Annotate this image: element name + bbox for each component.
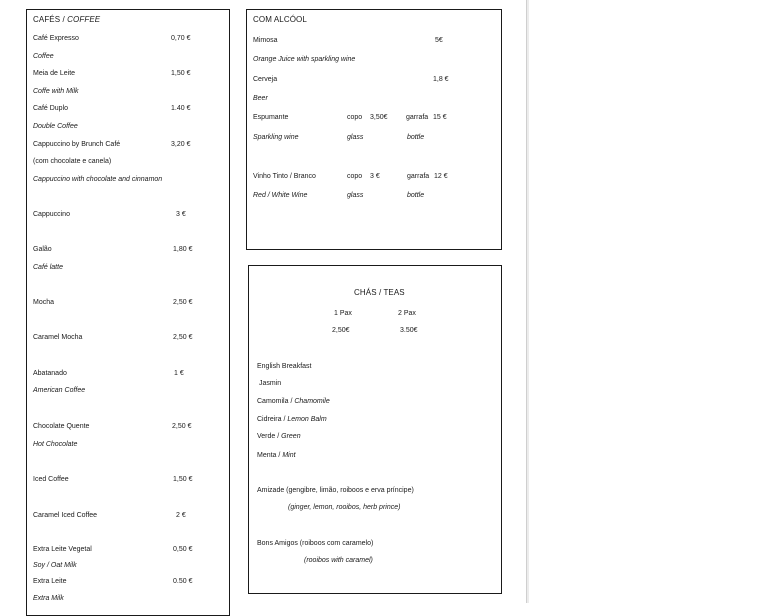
cafes-title-en: COFFEE [67,15,101,24]
menu-item-price: 3 € [176,211,186,218]
garrafa-price: 15 € [433,114,447,121]
tea-item-pt: Camomila / [257,398,293,405]
tea-item [257,415,327,424]
menu-item-translation: Coffe with Milk [33,88,79,95]
tea-item-en: Green [281,433,301,440]
menu-item-translation: Hot Chocolate [33,441,78,448]
copo-label: copo [347,173,363,180]
menu-item-name: Iced Coffee [33,476,69,483]
garrafa-label: garrafa [407,173,430,180]
menu-item-name: Meia de Leite [33,70,76,77]
menu-item-price: 1,50 € [171,70,191,77]
menu-item-price: 2 € [176,512,186,519]
menu-item-name: Caramel Iced Coffee [33,512,98,519]
menu-item-price: 2,50 € [172,423,192,430]
menu-item-name: Mocha [33,299,55,306]
menu-item-translation: Orange Juice with sparkling wine [253,56,356,63]
tea-item-en: Mint [282,452,296,459]
menu-item-name: Cerveja [253,76,278,83]
menu-item-price: 0,70 € [171,35,191,42]
tea-item-en: Lemon Balm [287,416,327,423]
glass-label: glass [347,134,364,141]
pax-1-price: 2,50€ [332,327,350,334]
bottle-label: bottle [407,134,425,141]
tea-blend-translation: (ginger, lemon, rooibos, herb prince) [288,504,401,511]
tea-item-pt: Verde / [257,433,280,440]
menu-item-note: (com chocolate e canela) [33,158,112,165]
tea-item-pt: Menta / [257,452,281,459]
menu-item-price: 1 € [174,370,184,377]
menu-item-price: 5€ [435,37,443,44]
menu-item-translation: Extra Milk [33,595,64,602]
menu-item-name: Caramel Mocha [33,334,83,341]
menu-item-name: Espumante [253,114,289,121]
menu-item-price: 2,50 € [173,334,193,341]
menu-item-price: 0.50 € [173,578,193,585]
chas-title: CHÁS / TEAS [354,288,405,297]
pax-2-label: 2 Pax [398,310,416,317]
alcool-section [246,9,502,250]
glass-label: glass [347,192,364,199]
cafes-title-pt: CAFÉS / [33,15,65,24]
menu-item-translation: Coffee [33,53,54,60]
menu-item-translation: Red / White Wine [253,192,308,199]
cafes-title [33,15,100,25]
tea-item [257,432,301,441]
tea-item-pt: Cidreira / [257,416,286,423]
menu-item-name: Galão [33,246,52,253]
menu-item-translation: Double Coffee [33,123,78,130]
menu-item-name: Café Expresso [33,35,79,42]
menu-item-price: 1,80 € [173,246,193,253]
alcool-title: COM ALCÓOL [253,15,307,24]
bottle-label: bottle [407,192,425,199]
garrafa-label: garrafa [406,114,429,121]
menu-item-translation: Beer [253,95,268,102]
menu-item-name: Cappuccino by Brunch Café [33,141,121,148]
menu-item-translation: American Coffee [33,387,86,394]
page-edge-shadow [527,0,529,603]
tea-item: English Breakfast [257,363,312,370]
garrafa-price: 12 € [434,173,448,180]
menu-item-price: 1,8 € [433,76,449,83]
tea-blend-name: Amizade (gengibre, limão, roiboos e erva príncipe) [257,487,414,494]
menu-item-price: 3,20 € [171,141,191,148]
cafes-section [26,9,230,616]
menu-item-translation: Café latte [33,264,63,271]
menu-item-translation: Cappuccino with chocolate and cinnamon [33,176,163,183]
menu-item-price: 0,50 € [173,546,193,553]
menu-item-name: Chocolate Quente [33,423,90,430]
tea-item [257,451,296,460]
menu-item-name: Vinho Tinto / Branco [253,173,316,180]
tea-blend-translation: (rooibos with caramel) [304,557,373,564]
menu-item-name: Abatanado [33,370,67,377]
menu-item-name: Cappuccino [33,211,70,218]
tea-item [257,397,330,406]
menu-item-name: Café Duplo [33,105,69,112]
menu-item-name: Mimosa [253,37,278,44]
menu-item-name: Extra Leite Vegetal [33,546,92,553]
menu-item-name: Extra Leite [33,578,67,585]
menu-item-price: 1.40 € [171,105,191,112]
menu-item-price: 2,50 € [173,299,193,306]
copo-price: 3 € [370,173,380,180]
copo-label: copo [347,114,363,121]
pax-1-label: 1 Pax [334,310,352,317]
copo-price: 3,50€ [370,114,388,121]
tea-blend-name: Bons Amigos (roiboos com caramelo) [257,540,374,547]
pax-2-price: 3.50€ [400,327,418,334]
menu-item-price: 1,50 € [173,476,193,483]
menu-item-translation: Sparkling wine [253,134,299,141]
menu-item-translation: Soy / Oat Milk [33,562,77,569]
tea-item-en: Chamomile [294,398,330,405]
tea-item: Jasmin [259,380,282,387]
